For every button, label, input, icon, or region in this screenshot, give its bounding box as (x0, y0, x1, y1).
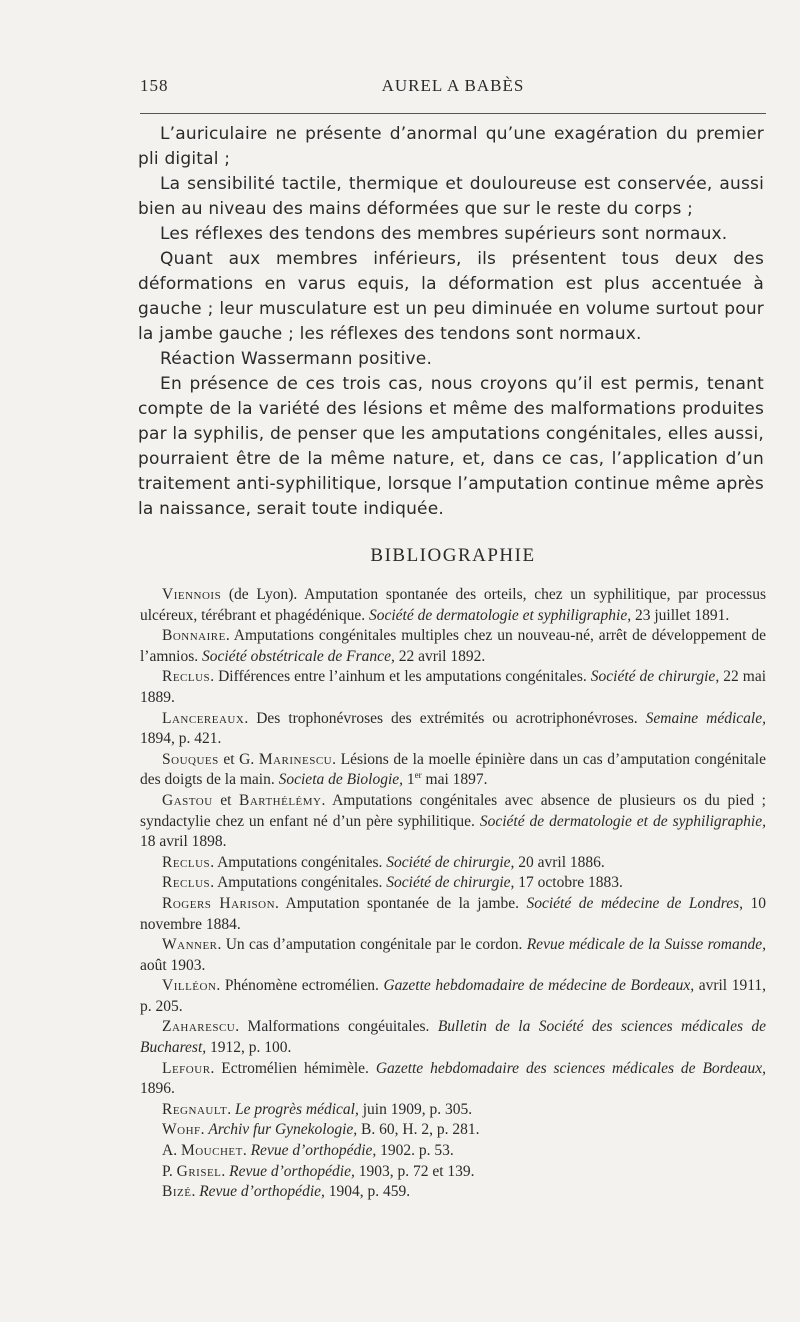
entry-superscript: er (414, 770, 422, 781)
entry-author: Lancereaux (162, 709, 245, 727)
bibliography-entry (140, 1100, 766, 1121)
bibliography-entry (140, 791, 766, 853)
entry-tail: 1903, p. 72 et 139. (354, 1162, 475, 1180)
entry-tail: 22 avril 1892. (394, 647, 486, 665)
entry-source: Gazette hebdomadaire des sciences médicales de Bordeaux, (375, 1059, 767, 1077)
entry-tail: 1 (403, 771, 415, 789)
entry-text: . Ectromélien hémimèle. (210, 1059, 376, 1077)
entry-author: Gastou (162, 791, 213, 809)
entry-text: . Amputations congénitales multiples chez un nouveau-né, arrêt de développement de l’amnios. (140, 627, 766, 665)
entry-author: Viennois (162, 586, 222, 603)
entry-author: Zaharescu (162, 1018, 236, 1036)
entry-tail: 1902. p. 53. (376, 1142, 454, 1160)
entry-text: (de Lyon). Amputation spontanée des orteils, chez un syphilitique, par processus ulcéreux, térébrant et phagédénique. (140, 586, 766, 624)
entry-text: . Amputations congénitales avec absence de plusieurs os du pied ; syndactylie chez un enfant né d’un père syphilitique. (140, 791, 766, 830)
body-text (138, 122, 764, 522)
entry-author: Mouchet (180, 1142, 243, 1160)
entry-tail: 1912, p. 100. (206, 1039, 292, 1057)
bibliography-entry (140, 626, 766, 667)
entry-tail: 20 avril 1886. (514, 853, 605, 871)
entry-author: Wohf (162, 1121, 201, 1139)
entry-tail: 10 novembre 1884. (140, 894, 767, 933)
entry-text: . Amputation spontanée de la jambe. (275, 894, 527, 912)
entry-prefix: A. (162, 1142, 181, 1160)
entry-author: Reclus (162, 874, 211, 892)
entry-source: Archiv fur Gynekologie, (208, 1121, 358, 1139)
entry-text: . Amputations congénitales. (210, 853, 387, 871)
entry-text: . (242, 1142, 251, 1160)
entry-source: Revue d’orthopédie, (199, 1183, 325, 1201)
bibliography-entry (140, 1162, 766, 1183)
paragraph: L’auriculaire ne présente d’anormal qu’une exagération du premier pli digital ; (138, 124, 764, 169)
entry-source: Société de chirurgie, (386, 853, 515, 871)
entry-source: Gazette hebdomadaire de médecine de Bordeaux, (383, 977, 695, 995)
entry-source: Revue médicale de la Suisse romande, (526, 936, 766, 954)
header-rule (140, 113, 766, 114)
entry-author: Souques (162, 750, 219, 768)
entry-text: . Des trophonévroses des extrémités ou acrotriphonévroses. (244, 709, 646, 727)
entry-author: Reclus (162, 668, 211, 686)
bibliography-entry (140, 1141, 766, 1162)
entry-source: Société de dermatologie et syphiligraphie, (368, 606, 632, 624)
entry-source: Semaine médicale, (645, 709, 766, 727)
entry-source: Société obstétricale de France, (202, 647, 395, 665)
entry-text: . Malformations congéuitales. (235, 1018, 438, 1036)
entry-author: Lefour (162, 1059, 211, 1077)
entry-source: Société de chirurgie, (590, 668, 720, 686)
bibliography-entry (140, 894, 766, 935)
entry-source: Revue d’orthopédie, (229, 1162, 355, 1180)
entry-tail: 1896. (140, 1080, 175, 1098)
entry-tail: B. 60, H. 2, p. 281. (357, 1121, 480, 1139)
entry-source: Société de chirurgie, (386, 874, 515, 892)
bibliography-entry (140, 1017, 766, 1058)
running-title: AUREL A BABÈS (381, 76, 525, 95)
entry-tail: août 1903. (140, 956, 206, 974)
entry-author: Rogers Harison (162, 894, 276, 912)
entry-source: Le progrès médical, (235, 1100, 359, 1118)
entry-text: . Différences entre l’ainhum et les amputations congénitales. (210, 668, 591, 686)
entry-text: . Amputations congénitales. (210, 874, 387, 892)
bibliography-entry (140, 976, 766, 1017)
bibliography-entry (140, 853, 766, 874)
entry-coauthor: Barthélémy (238, 791, 322, 809)
entry-coauthor: Marinescu (258, 750, 333, 768)
entry-tail: mai 1897. (421, 771, 488, 789)
entry-author: Reclus (162, 853, 211, 871)
entry-source: Revue d’orthopédie, (250, 1142, 377, 1160)
entry-text: et G. (218, 750, 259, 768)
entry-tail: 18 avril 1898. (140, 833, 227, 851)
bibliography-entry (140, 709, 766, 750)
bibliography-entry (140, 935, 766, 976)
entry-text: . Lésions de la moelle épinière dans un cas d’amputation congénitale des doigts de la main. (140, 750, 766, 789)
entry-source: Bulletin de la Société des sciences médicales de Bucharest, (140, 1018, 767, 1057)
bibliography-entry (140, 1059, 766, 1100)
entry-text: . (191, 1183, 200, 1201)
entry-tail: 23 juillet 1891. (631, 606, 730, 624)
entry-source: Société de médecine de Londres, (526, 894, 744, 912)
entry-tail: 17 octobre 1883. (514, 874, 623, 892)
page-number: 158 (140, 76, 169, 95)
entry-author: Bizé (162, 1183, 192, 1201)
bibliography-entry (140, 585, 766, 626)
entry-text: . Phénomène ectromélien. (216, 977, 384, 995)
page-header (140, 76, 766, 100)
bibliography-entry (140, 750, 766, 791)
bibliography-list (140, 585, 766, 1203)
entry-source: Societa de Biologie, (278, 771, 404, 789)
paragraph: En présence de ces trois cas, nous croyons qu’il est permis, tenant compte de la variété des lésions et même des malformations produites par la syphilis, de penser que les amputations congénitales, elles aussi, pourraient être de la même nature, et, dans ce cas, l’application d’un traitement anti-syphilitique, lorsque l’amputation continue même après la naissance, serait toute indiquée. (138, 374, 764, 519)
entry-text: . (221, 1162, 230, 1180)
entry-tail: 22 mai 1889. (140, 668, 767, 706)
entry-author: Wanner (162, 936, 218, 954)
entry-text: . (227, 1100, 236, 1118)
entry-tail: avril 1911, p. 205. (140, 977, 766, 1015)
entry-prefix: P. (162, 1162, 177, 1180)
bibliography-entry (140, 667, 766, 708)
paragraph: Les réflexes des tendons des membres supérieurs sont normaux. (160, 224, 728, 244)
bibliography-entry (140, 873, 766, 894)
paragraph: Réaction Wassermann positive. (160, 349, 433, 369)
entry-tail: 1904, p. 459. (324, 1183, 411, 1201)
bibliography-entry (140, 1120, 766, 1141)
entry-author: Grisel (176, 1162, 222, 1180)
entry-text: . (200, 1121, 209, 1139)
entry-tail: juin 1909, p. 305. (358, 1100, 473, 1118)
entry-text: et (212, 791, 239, 809)
entry-source: Société de dermatologie et de syphiligraphie, (479, 812, 766, 830)
bibliography-title: BIBLIOGRAPHIE (370, 545, 536, 566)
entry-author: Regnault (162, 1100, 228, 1118)
entry-author: Villéon (162, 977, 217, 995)
entry-author: Bonnaire (162, 627, 226, 645)
entry-tail: 1894, p. 421. (140, 730, 222, 748)
paragraph: La sensibilité tactile, thermique et douloureuse est conservée, aussi bien au niveau des mains déformées que sur le reste du corps ; (138, 174, 764, 219)
entry-text: . Un cas d’amputation congénitale par le cordon. (217, 936, 527, 954)
paragraph: Quant aux membres inférieurs, ils présentent tous deux des déformations en varus equis, la déformation est plus accentuée à gauche ; leur musculature est un peu diminuée en volume surtout pour la jambe gauche ; les réflexes des tendons sont normaux. (138, 249, 764, 344)
bibliography-entry (140, 1182, 766, 1203)
